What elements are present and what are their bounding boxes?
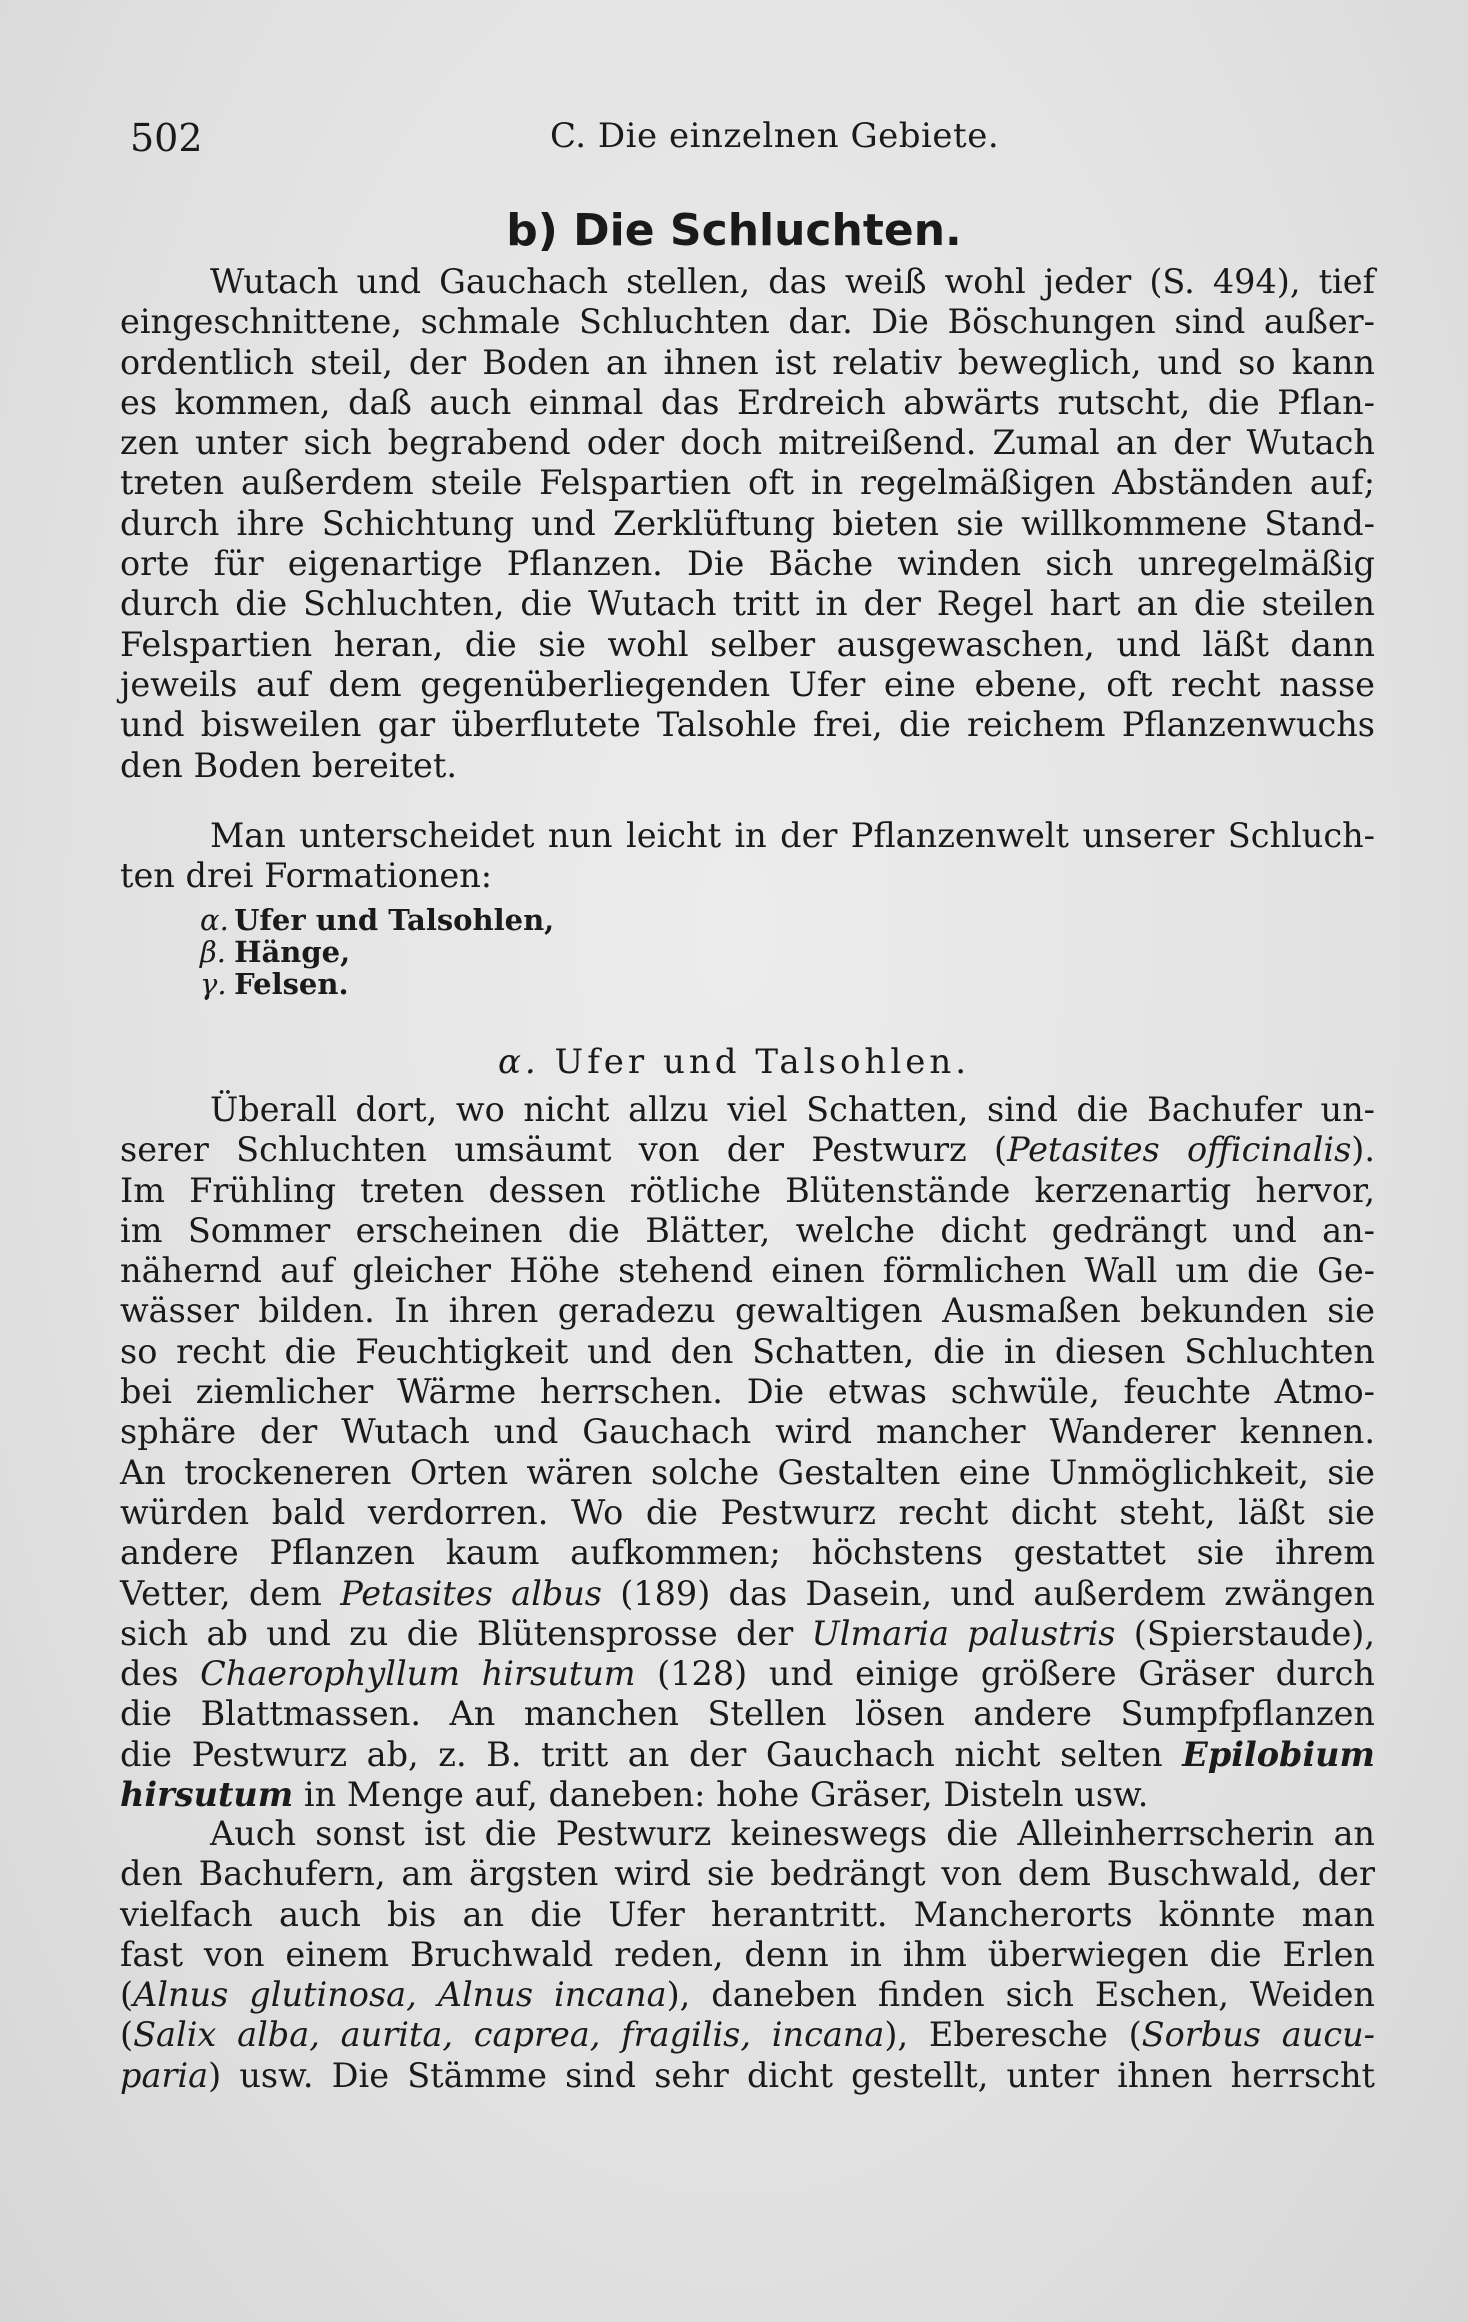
text-line: (Salix alba, aurita, caprea, fragilis, incana), Eberesche (Sorbus aucu- — [120, 2015, 1375, 2055]
text-line: nähernd auf gleicher Höhe stehend einen förmlichen Wall um die Ge- — [120, 1251, 1375, 1291]
species-name: hirsutum — [120, 1775, 294, 1815]
text-line: es kommen, daß auch einmal das Erdreich abwärts rutscht, die Pflan- — [120, 382, 1375, 422]
text-line: fast von einem Bruchwald reden, denn in ihm überwiegen die Erlen — [120, 1934, 1375, 1974]
text-line: wässer bilden. In ihren geradezu gewaltigen Ausmaßen bekunden sie — [120, 1291, 1375, 1331]
text-line: würden bald verdorren. Wo die Pestwurz recht dicht steht, läßt sie — [120, 1492, 1375, 1532]
paragraph-4 — [120, 1814, 1375, 2096]
text-line: hirsutum in Menge auf, daneben: hohe Gräser, Disteln usw. — [120, 1775, 1149, 1815]
text-line: die Blattmassen. An manchen Stellen lösen andere Sumpfpflanzen — [120, 1694, 1375, 1734]
text-line: durch ihre Schichtung und Zerklüftung bieten sie willkommene Stand- — [120, 503, 1375, 543]
species-name: Alnus glutinosa, Alnus incana — [133, 1975, 667, 2015]
subsection-title — [0, 1042, 1468, 1082]
text-line: An trockeneren Orten wären solche Gestalten eine Unmöglichkeit, sie — [120, 1452, 1375, 1492]
formations-list — [200, 905, 554, 1001]
running-head — [130, 116, 1380, 166]
text-line: treten außerdem steile Felspartien oft in regelmäßigen Abständen auf; — [120, 463, 1375, 503]
paragraph-1 — [120, 262, 1375, 786]
text-line: orte für eigenartige Pflanzen. Die Bäche winden sich unregelmäßig — [120, 544, 1375, 584]
species-name: Salix alba, aurita, caprea, fragilis, incana — [133, 2015, 885, 2055]
section-title: b) Die Schluchten. — [506, 205, 962, 256]
text-line: Im Frühling treten dessen rötliche Blütenstände kerzenartig hervor, — [120, 1170, 1375, 1210]
text-line: serer Schluchten umsäumt von der Pestwurz (Petasites officinalis). — [120, 1130, 1375, 1170]
species-name: paria — [120, 2055, 209, 2095]
list-item — [200, 937, 554, 967]
text-line: Man unterscheidet nun leicht in der Pflanzenwelt unserer Schluch- — [210, 816, 1375, 855]
text-line: den Boden bereitet. — [120, 745, 457, 785]
text-line: (Alnus glutinosa, Alnus incana), daneben finden sich Eschen, Weiden — [120, 1975, 1375, 2015]
text-line: die Pestwurz ab, z. B. tritt an der Gauchach nicht selten Epilobium — [120, 1734, 1375, 1774]
text-line: Wutach und Gauchach stellen, das weiß wohl jeder (S. 494), tief — [210, 262, 1375, 301]
species-name: Epilobium — [1182, 1734, 1375, 1774]
text-line: so recht die Feuchtigkeit und den Schatten, die in diesen Schluchten — [120, 1331, 1375, 1371]
text-line: Felspartien heran, die sie wohl selber ausgewaschen, und läßt dann — [120, 624, 1375, 664]
text-line: paria) usw. Die Stämme sind sehr dicht gestellt, unter ihnen herrscht — [120, 2055, 1375, 2095]
text-line: durch die Schluchten, die Wutach tritt in der Regel hart an die steilen — [120, 584, 1375, 624]
running-title: C. Die einzelnen Gebiete. — [550, 116, 1000, 156]
text-line: andere Pflanzen kaum aufkommen; höchstens gestattet sie ihrem — [120, 1533, 1375, 1573]
species-name: Petasites albus — [340, 1573, 602, 1613]
list-marker: γ. — [200, 967, 227, 1001]
list-marker: β. — [200, 935, 226, 969]
paragraph-2 — [120, 816, 1375, 897]
text-line: Auch sonst ist die Pestwurz keineswegs die Alleinherrscherin an — [210, 1814, 1375, 1853]
species-name: Ulmaria palustris — [811, 1613, 1116, 1653]
text-line: des Chaerophyllum hirsutum (128) und einige größere Gräser durch — [120, 1654, 1375, 1694]
text-line: sphäre der Wutach und Gauchach wird mancher Wanderer kennen. — [120, 1412, 1375, 1452]
species-name: Sorbus aucu- — [1141, 2015, 1375, 2055]
text-line: Vetter, dem Petasites albus (189) das Dasein, und außerdem zwängen — [120, 1573, 1375, 1613]
text-line: vielfach auch bis an die Ufer herantritt. Mancherorts könnte man — [120, 1894, 1375, 1934]
list-label: Felsen. — [234, 967, 349, 1001]
list-label: Hänge, — [234, 935, 351, 969]
page-number: 502 — [130, 116, 203, 160]
species-name: Petasites officinalis — [1007, 1130, 1352, 1170]
text-line: Überall dort, wo nicht allzu viel Schatten, sind die Bachufer un- — [210, 1090, 1375, 1129]
text-line: im Sommer erscheinen die Blätter, welche dicht gedrängt und an- — [120, 1210, 1375, 1250]
species-name: Chaerophyllum hirsutum — [200, 1654, 636, 1694]
text-line: und bisweilen gar überflutete Talsohle frei, die reichem Pflanzenwuchs — [120, 705, 1375, 745]
text-line: ordentlich steil, der Boden an ihnen ist relativ beweglich, und so kann — [120, 342, 1375, 382]
text-line: ten drei Formationen: — [120, 856, 493, 896]
text-line: den Bachufern, am ärgsten wird sie bedrängt von dem Buschwald, der — [120, 1854, 1375, 1894]
text-line: zen unter sich begrabend oder doch mitreißend. Zumal an der Wutach — [120, 423, 1375, 463]
subsection-marker: α. — [497, 1042, 540, 1082]
list-label: Ufer und Talsohlen, — [234, 903, 555, 937]
list-item — [200, 905, 554, 935]
text-line: eingeschnittene, schmale Schluchten dar. Die Böschungen sind außer- — [120, 302, 1375, 342]
text-line: sich ab und zu die Blütensprosse der Ulmaria palustris (Spierstaude), — [120, 1613, 1375, 1653]
list-item — [200, 969, 554, 999]
subsection-label: Ufer und Talsohlen. — [554, 1042, 971, 1082]
paragraph-3 — [120, 1090, 1375, 1815]
list-marker: α. — [200, 903, 229, 937]
text-line: bei ziemlicher Wärme herrschen. Die etwas schwüle, feuchte Atmo- — [120, 1372, 1375, 1412]
text-line: jeweils auf dem gegenüberliegenden Ufer eine ebene, oft recht nasse — [120, 664, 1375, 704]
